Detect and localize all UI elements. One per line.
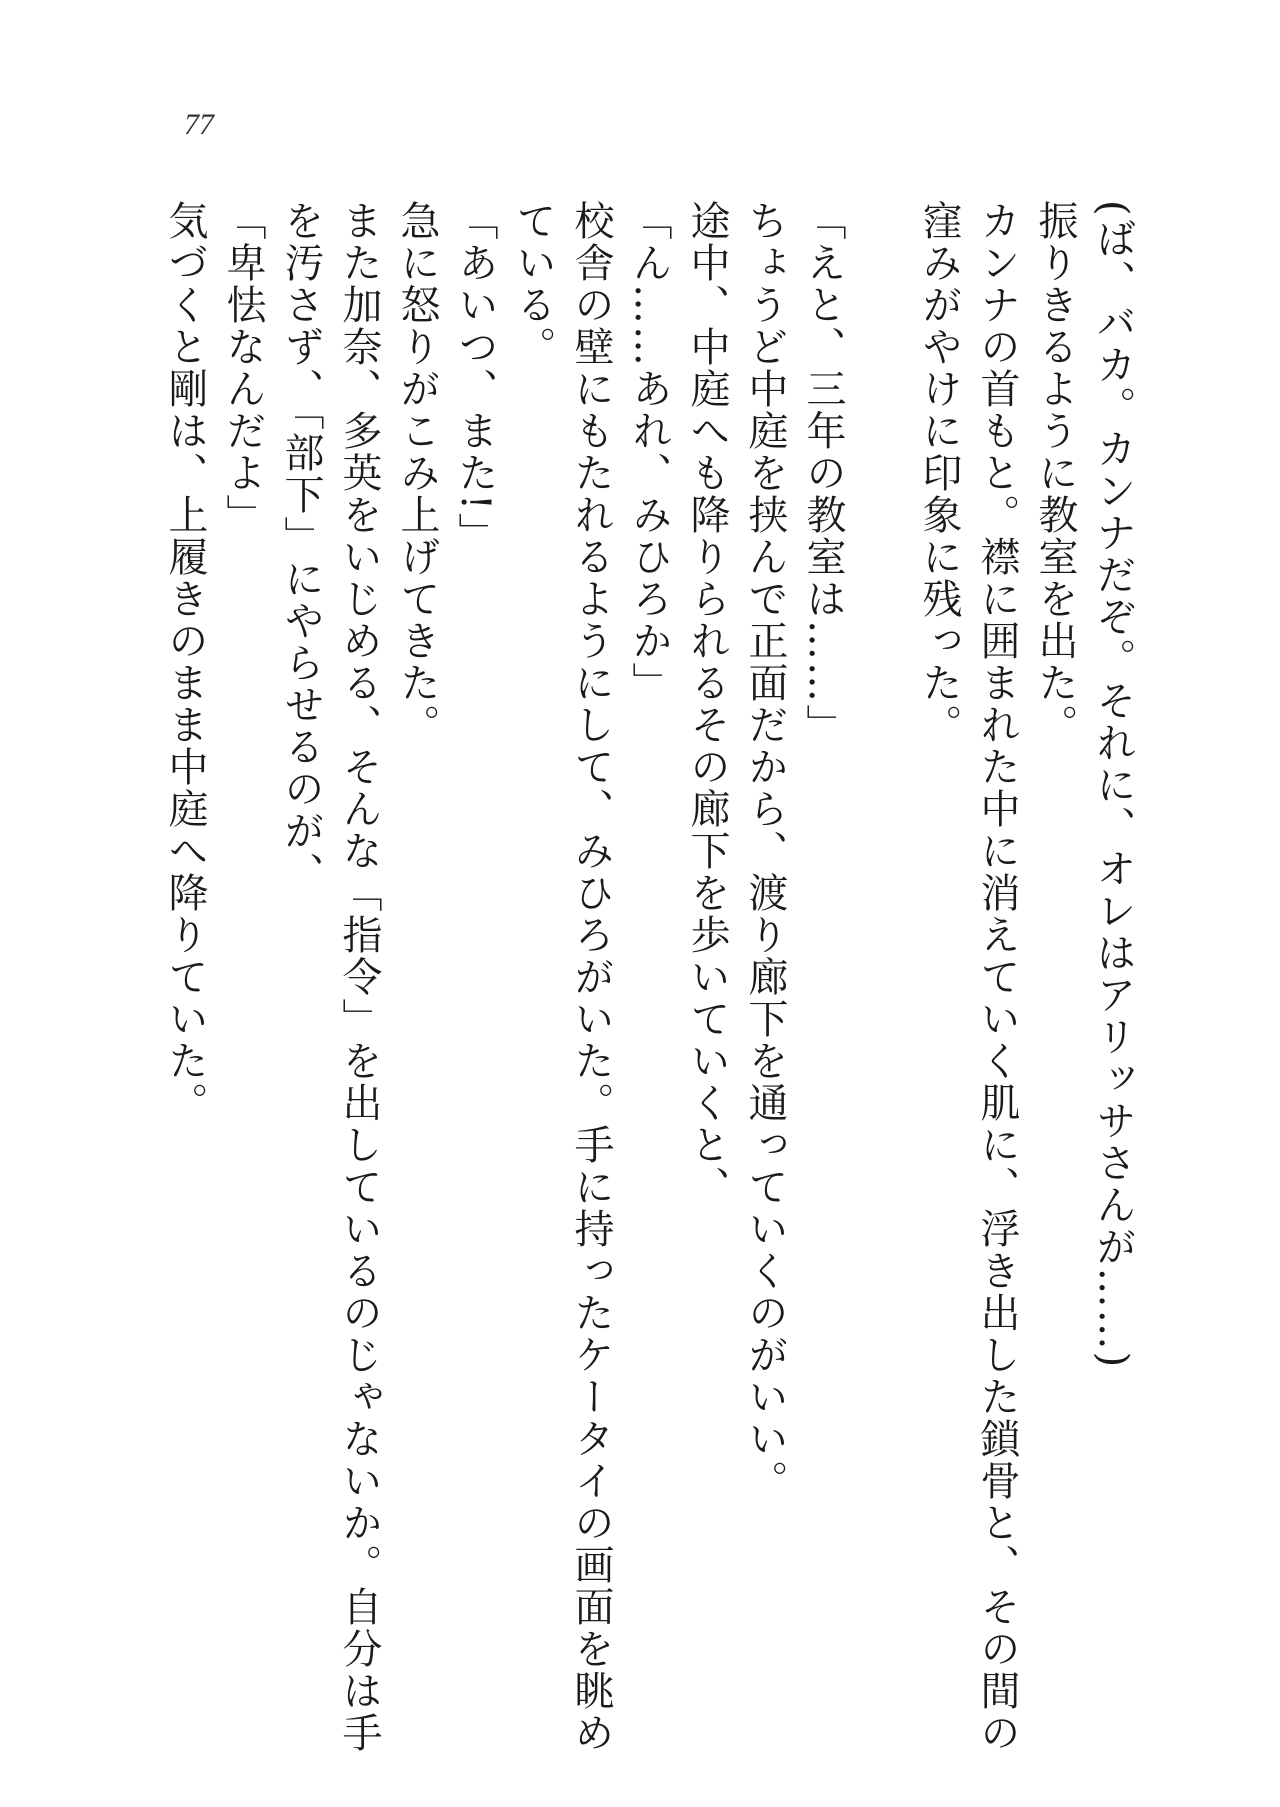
- text-line: 気づくと剛は、上履きのまま中庭へ降りていた。: [162, 200, 208, 1124]
- text-line: 途中、中庭へも降りられるその廊下を歩いていくと、: [684, 200, 730, 1208]
- text-line: 「えと、三年の教室は……」: [800, 200, 846, 746]
- text-line: 急に怒りがこみ上げてきた。: [394, 200, 440, 746]
- text-line: (ば、バカ。カンナだぞ。それに、オレはアリッサさんが……): [1090, 200, 1136, 1370]
- text-line: ている。: [510, 200, 556, 368]
- page-number: 77: [184, 108, 214, 141]
- text-line: 校舎の壁にもたれるようにして、みひろがいた。手に持ったケータイの画面を眺め: [568, 200, 614, 1754]
- text-line: を汚さず、「部下」にやらせるのが、: [278, 200, 324, 894]
- text-line: ちょうど中庭を挟んで正面だから、渡り廊下を通っていくのがいい。: [742, 200, 788, 1502]
- body-text: [156, 200, 1142, 1754]
- text-line: 振りきるように教室を出た。: [1032, 200, 1078, 746]
- blank-line: [852, 200, 910, 1720]
- text-line: 「卑怯なんだよ」: [220, 200, 266, 536]
- text-line: カンナの首もと。襟に囲まれた中に消えていく肌に、浮き出した鎖骨と、その間の: [974, 200, 1020, 1754]
- text-line: 「あいつ、また!」: [452, 200, 498, 555]
- text-line: 窪みがやけに印象に残った。: [916, 200, 962, 746]
- text-line: また加奈、多英をいじめる、そんな「指令」を出しているのじゃないか。自分は手: [336, 200, 382, 1754]
- text-line: 「ん……あれ、みひろか」: [626, 200, 672, 704]
